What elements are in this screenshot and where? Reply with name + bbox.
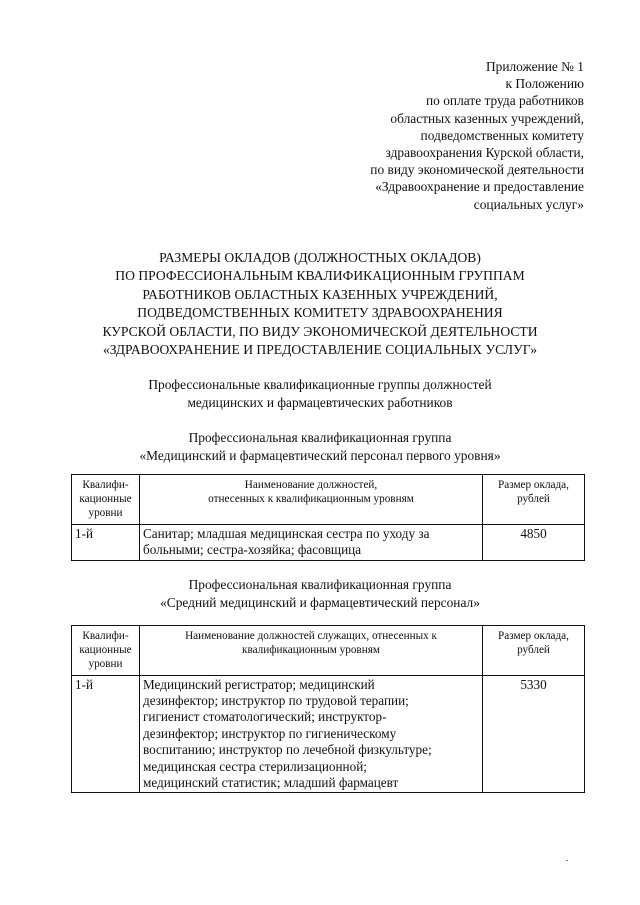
table-header-row: [72, 475, 585, 525]
cell-position-names: Санитар; младшая медицинская сестра по уходу за больными; сестра-хозяйка; фасовщица: [140, 524, 483, 560]
title-line: РАЗМЕРЫ ОКЛАДОВ (ДОЛЖНОСТНЫХ ОКЛАДОВ): [159, 250, 481, 265]
group1-heading: [40, 429, 600, 464]
title-line: КУРСКОЙ ОБЛАСТИ, ПО ВИДУ ЭКОНОМИЧЕСКОЙ ДЕЯТЕЛЬНОСТИ: [102, 323, 538, 339]
title-line: РАБОТНИКОВ ОБЛАСТНЫХ КАЗЕННЫХ УЧРЕЖДЕНИЙ,: [142, 286, 498, 302]
header-level: Квалифи- кационные уровни: [72, 475, 140, 525]
table-header-row: [72, 626, 585, 676]
cell-position-names: Медицинский регистратор; медицинский дезинфектор; инструктор по трудовой терапии; гигиенист стоматологический; инструктор- дезинфектор; инструктор по гигиеническому воспитанию; инструктор по лечебной физкультуре; медицинская сестра стерилизационной; медицинский статистик; младший фармацевт: [140, 675, 483, 793]
appendix-line: социальных услуг»: [473, 196, 584, 212]
group-heading-line: «Средний медицинский и фармацевтический персонал»: [160, 594, 480, 610]
cell-level: 1-й: [72, 524, 140, 560]
cell-salary: 5330: [483, 675, 585, 793]
salary-table-group2: [71, 625, 585, 793]
document-title: [40, 249, 600, 359]
group-heading-line: Профессиональная квалификационная группа: [188, 577, 452, 592]
header-position-names: Наименование должностей, отнесенных к квалификационным уровням: [140, 475, 483, 525]
group-heading-line: «Медицинский и фармацевтический персонал первого уровня»: [139, 447, 501, 463]
cell-salary: 4850: [483, 524, 585, 560]
title-line: ПО ПРОФЕССИОНАЛЬНЫМ КВАЛИФИКАЦИОННЫМ ГРУППАМ: [115, 268, 525, 284]
section-heading-line: Профессиональные квалификационные группы должностей: [148, 377, 492, 392]
header-level: Квалифи- кационные уровни: [72, 626, 140, 676]
appendix-line: «Здравоохранение и предоставление: [375, 179, 584, 195]
title-line: «ЗДРАВООХРАНЕНИЕ И ПРЕДОСТАВЛЕНИЕ СОЦИАЛЬНЫХ УСЛУГ»: [102, 342, 538, 358]
scan-speck: [566, 860, 568, 861]
header-position-names: Наименование должностей служащих, отнесенных к квалификационным уровням: [140, 626, 483, 676]
table-row: [72, 675, 585, 793]
cell-level: 1-й: [72, 675, 140, 793]
appendix-line: здравоохранения Курской области,: [385, 145, 584, 161]
appendix-line: по оплате труда работников: [426, 93, 584, 109]
header-salary: Размер оклада, рублей: [483, 475, 585, 525]
group-heading-line: Профессиональная квалификационная группа: [188, 430, 452, 445]
header-salary: Размер оклада, рублей: [483, 626, 585, 676]
table-row: [72, 524, 585, 560]
appendix-line: к Положению: [505, 76, 584, 92]
appendix-reference: [284, 58, 584, 213]
appendix-line: по виду экономической деятельности: [370, 162, 584, 178]
title-line: ПОДВЕДОМСТВЕННЫХ КОМИТЕТУ ЗДРАВООХРАНЕНИЯ: [137, 305, 503, 321]
appendix-line: подведомственных комитету: [420, 127, 584, 143]
appendix-line: Приложение № 1: [485, 59, 584, 74]
group2-heading: [40, 576, 600, 611]
salary-table-group1: [71, 474, 585, 561]
section-heading-line: медицинских и фармацевтических работников: [187, 394, 453, 410]
appendix-line: областных казенных учреждений,: [390, 110, 584, 126]
section-heading: [40, 376, 600, 411]
